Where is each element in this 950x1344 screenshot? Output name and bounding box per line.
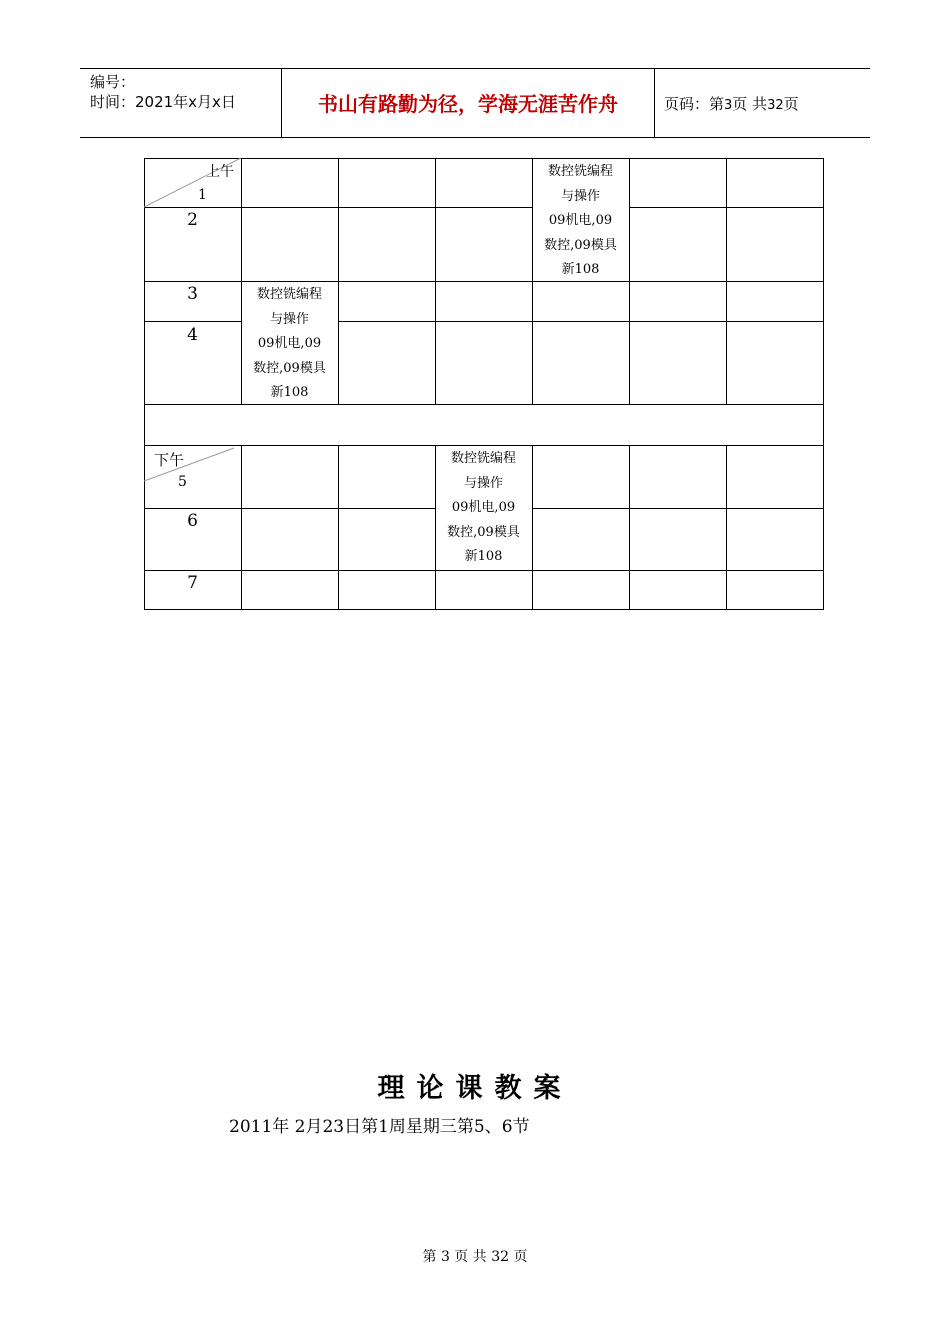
page-prefix: 页码：第 xyxy=(664,95,725,113)
header-meta xyxy=(90,72,236,112)
grid-line xyxy=(435,158,436,405)
period-number: 4 xyxy=(187,325,198,345)
grid-line xyxy=(726,445,727,610)
course-name: 与操作 xyxy=(463,475,503,491)
header-page-info xyxy=(664,69,799,137)
grid-line xyxy=(532,445,533,610)
code-label: 编号： xyxy=(90,73,136,91)
page-mid: 页 共 xyxy=(732,95,768,113)
afternoon-label: 下午 xyxy=(154,451,185,469)
course-classes: 09机电,09 xyxy=(257,336,322,352)
course-classes: 09机电,09 xyxy=(548,213,613,229)
grid-line xyxy=(629,445,630,610)
morning-label: 上午 xyxy=(206,164,234,180)
course-cell xyxy=(532,160,629,283)
course-cell xyxy=(241,283,338,406)
course-name: 数控铣编程 xyxy=(450,451,516,466)
period-number: 1 xyxy=(198,187,207,203)
grid-line xyxy=(144,445,824,446)
header-motto: 书山有路勤为径，学海无涯苦作舟 xyxy=(318,92,618,116)
grid-line xyxy=(629,158,630,405)
course-classes: 数控,09模具 xyxy=(253,360,326,376)
header-divider xyxy=(654,69,655,137)
grid-line xyxy=(726,158,727,405)
course-room: 新108 xyxy=(561,262,600,278)
course-cell xyxy=(435,447,532,570)
date-line: 2011年 2月23日第1周星期三第5、6节 xyxy=(229,1117,530,1137)
period-number: 2 xyxy=(187,210,198,230)
grid-line xyxy=(241,445,242,610)
course-room: 新108 xyxy=(270,385,309,401)
course-name: 数控铣编程 xyxy=(256,287,322,302)
course-name: 与操作 xyxy=(269,311,309,327)
document-title: 理论课教案 xyxy=(377,1073,573,1104)
grid-line xyxy=(338,445,339,610)
course-name: 数控铣编程 xyxy=(547,164,613,179)
course-classes: 09机电,09 xyxy=(451,500,516,516)
period-number: 3 xyxy=(187,284,198,304)
grid-line xyxy=(144,609,824,610)
time-label: 时间：2021年x月x日 xyxy=(90,93,236,111)
grid-line xyxy=(144,321,241,322)
period-number: 6 xyxy=(187,511,198,531)
grid-line xyxy=(338,158,339,405)
page-suffix: 页 xyxy=(783,95,799,113)
course-name: 与操作 xyxy=(560,188,600,204)
grid-line xyxy=(144,570,824,571)
timetable xyxy=(144,158,824,610)
period-number: 5 xyxy=(178,474,187,490)
course-room: 新108 xyxy=(464,549,503,565)
grid-line xyxy=(144,281,824,282)
page-footer: 第 3 页 共 32 页 xyxy=(422,1249,528,1265)
grid-line xyxy=(532,508,824,509)
grid-line xyxy=(144,158,824,159)
page-current: 3 xyxy=(724,98,733,113)
course-classes: 数控,09模具 xyxy=(447,524,520,540)
course-classes: 数控,09模具 xyxy=(544,237,617,253)
grid-line xyxy=(338,321,824,322)
period-number: 7 xyxy=(187,573,198,593)
page-total: 32 xyxy=(767,98,784,113)
grid-line xyxy=(823,158,824,610)
page-header xyxy=(80,68,870,138)
